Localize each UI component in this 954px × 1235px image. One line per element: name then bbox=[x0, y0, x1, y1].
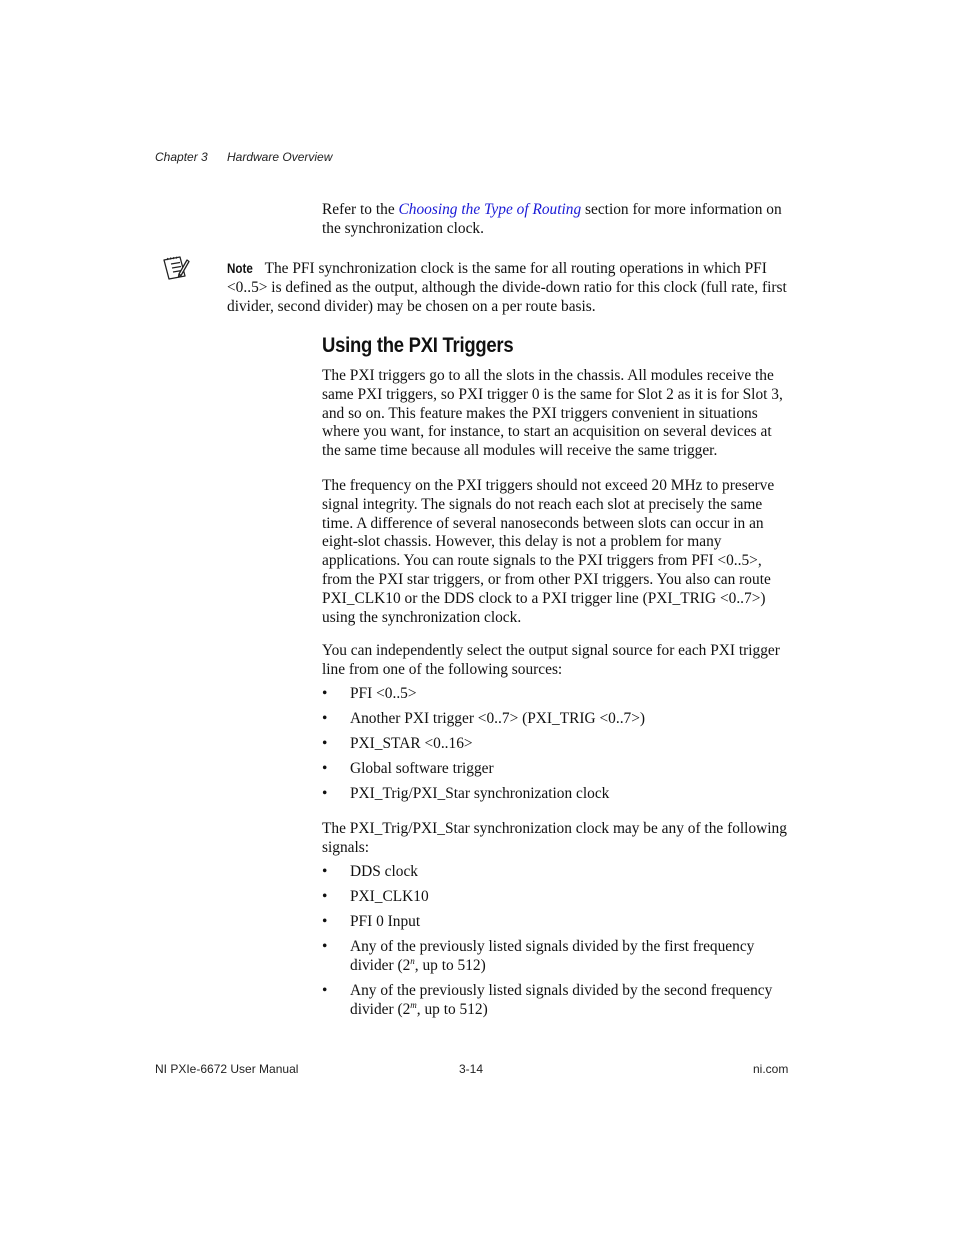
note-label: Note bbox=[227, 261, 253, 276]
list-item-text: PFI <0..5> bbox=[350, 685, 417, 702]
bullet: • bbox=[322, 734, 328, 752]
paragraph-3-text: You can independently select the output signal source for each PXI trigger line from one of the following sources: bbox=[322, 642, 780, 678]
footer-manual-title: NI PXIe-6672 User Manual bbox=[155, 1062, 299, 1076]
intro-prefix: Refer to the bbox=[322, 201, 399, 218]
list-item-text: Global software trigger bbox=[350, 759, 494, 777]
divider1-prefix: Any of the previously listed signals divided by the first frequency divider (2 bbox=[350, 937, 755, 974]
paragraph-1 bbox=[322, 367, 790, 461]
intro-suffix: section for more information on the synchronization clock. bbox=[322, 201, 782, 237]
footer-page-number: 3-14 bbox=[459, 1062, 484, 1076]
intro-paragraph bbox=[322, 201, 790, 239]
list-item bbox=[322, 735, 790, 754]
note-pad-icon bbox=[161, 254, 191, 282]
list-item bbox=[322, 913, 790, 932]
divider2-prefix: Any of the previously listed signals divided by the second frequency divider (2 bbox=[350, 981, 773, 1018]
header-section: Hardware Overview bbox=[227, 150, 333, 164]
list-item bbox=[322, 760, 790, 779]
bullet: • bbox=[322, 784, 328, 802]
bullet: • bbox=[322, 709, 328, 727]
sources-list bbox=[322, 685, 790, 810]
list-item bbox=[322, 710, 790, 729]
list-item bbox=[322, 938, 790, 976]
divider2-suffix: , up to 512) bbox=[416, 1000, 488, 1018]
list-item-text: PXI_Trig/PXI_Star synchronization clock bbox=[350, 784, 610, 802]
note-block bbox=[227, 260, 792, 316]
header-chapter: Chapter 3 bbox=[155, 150, 208, 164]
list-item bbox=[322, 888, 790, 907]
list-item-text: PXI_STAR <0..16> bbox=[350, 734, 473, 752]
bullet: • bbox=[322, 759, 328, 777]
paragraph-4 bbox=[322, 820, 790, 858]
footer-site-link[interactable]: ni.com bbox=[753, 1062, 789, 1076]
list-item-text: PXI_CLK10 bbox=[350, 887, 429, 905]
divider1-exponent: n bbox=[410, 955, 415, 966]
list-item bbox=[322, 863, 790, 882]
list-item bbox=[322, 685, 790, 704]
bullet: • bbox=[322, 912, 328, 930]
list-item-text: Another PXI trigger <0..7> (PXI_TRIG <0..7>) bbox=[350, 709, 646, 727]
signals-list bbox=[322, 863, 790, 1026]
note-text: The PFI synchronization clock is the same for all routing operations in which PFI <0..5> is defined as the output, although the divide-down ratio for this clock (full rate, first divider, second divider) may be chosen on a per route basis. bbox=[227, 260, 787, 315]
list-item-text: PFI 0 Input bbox=[350, 912, 421, 930]
bullet: • bbox=[322, 937, 328, 955]
paragraph-4-text: The PXI_Trig/PXI_Star synchronization clock may be any of the following signals: bbox=[322, 820, 787, 856]
bullet: • bbox=[322, 685, 328, 702]
divider1-suffix: , up to 512) bbox=[414, 956, 486, 974]
routing-section-link[interactable]: Choosing the Type of Routing bbox=[398, 201, 582, 218]
section-heading: Using the PXI Triggers bbox=[322, 334, 514, 357]
list-item-text: DDS clock bbox=[350, 863, 418, 880]
divider2-exponent: m bbox=[410, 999, 417, 1010]
bullet: • bbox=[322, 863, 328, 880]
paragraph-3 bbox=[322, 642, 790, 680]
bullet: • bbox=[322, 981, 328, 999]
paragraph-2 bbox=[322, 477, 790, 627]
list-item bbox=[322, 982, 790, 1020]
paragraph-1-text: The PXI triggers go to all the slots in the chassis. All modules receive the same PXI triggers, so PXI trigger 0 is the same for Slot 2 as it is for Slot 3, and so on. This feature makes the PXI triggers convenient in situations where you want, for instance, to start an acquisition on several devices at the same time because all modules will receive the same trigger. bbox=[322, 367, 783, 460]
list-item bbox=[322, 785, 790, 804]
bullet: • bbox=[322, 887, 328, 905]
paragraph-2-text: The frequency on the PXI triggers should not exceed 20 MHz to preserve signal integrity. The signals do not reach each slot at precisely the same time. A difference of several nanoseconds between slots can occur in an eight-slot chassis. However, this delay is not a problem for many applications. You can route signals to the PXI triggers from PFI <0..5>, from the PXI star triggers, or from other PXI triggers. You also can route PXI_CLK10 or the DDS clock to a PXI trigger line (PXI_TRIG <0..7>) using the synchronization clock. bbox=[322, 477, 775, 626]
